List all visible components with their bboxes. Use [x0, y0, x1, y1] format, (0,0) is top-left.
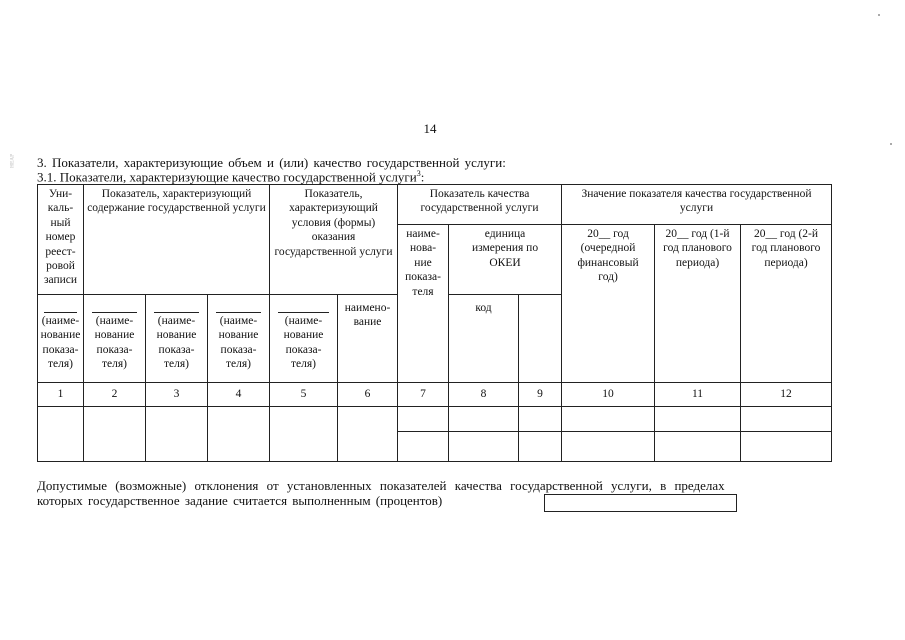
col-number-3: 3 [146, 383, 208, 407]
data-cell-year-plan-1[interactable] [655, 407, 741, 462]
data-cell-indicator-name[interactable] [398, 407, 449, 462]
col-number-2: 2 [84, 383, 146, 407]
header-indicator-name: наиме- нова- ние показа- теля [398, 225, 449, 383]
header-quality-indicator: Показатель качества государственной услуги [398, 185, 562, 225]
data-cell-content-3[interactable] [208, 407, 270, 462]
header-conditions-indicator: Показатель, характеризующий условия (формы) оказания государственной услуги [270, 185, 398, 295]
header-unit-okei: единица измерения по ОКЕИ [449, 225, 562, 295]
data-cell-content-1[interactable] [84, 407, 146, 462]
col-number-4: 4 [208, 383, 270, 407]
deviation-note-line-2: которых государственное задание считается выполненным (процентов) [37, 493, 443, 508]
col-number-7: 7 [398, 383, 449, 407]
header-quality-value: Значение показателя качества государственной услуги [562, 185, 832, 225]
data-cell-conditions-2[interactable] [338, 407, 398, 462]
header-year-current: 20__ год (очередной финансовый год) [562, 225, 655, 383]
col-number-10: 10 [562, 383, 655, 407]
subsection-heading [37, 169, 424, 185]
content-indicator-name-3: (наиме- нование показа- теля) [146, 295, 208, 383]
scan-speck [878, 14, 880, 16]
header-year-plan-2: 20__ год (2-й год планового периода) [741, 225, 832, 383]
data-cell-year-current[interactable] [562, 407, 655, 462]
conditions-indicator-name-1: (наиме- нование показа- теля) [208, 295, 270, 383]
header-unique-number: Уни- каль- ный номер реест- ровой записи [38, 185, 84, 295]
footnote-marker: 3 [416, 169, 421, 178]
conditions-indicator-name-2: (наиме- нование показа- теля) [270, 295, 338, 383]
col-number-9: 9 [519, 383, 562, 407]
col-number-11: 11 [655, 383, 741, 407]
col-number-6: 6 [338, 383, 398, 407]
content-indicator-name-1: (наиме- нование показа- теля) [38, 295, 84, 383]
scan-speck [890, 143, 892, 145]
header-unit-name: наимено- вание [338, 295, 398, 383]
header-content-indicator: Показатель, характеризующий содержание государственной услуги [84, 185, 270, 295]
section-heading: 3. Показатели, характеризующие объем и (или) качество государственной услуги: [37, 155, 506, 170]
col-number-1: 1 [38, 383, 84, 407]
page-number: 14 [423, 121, 437, 136]
data-cell-unit-name[interactable] [449, 407, 519, 462]
col-number-12: 12 [741, 383, 832, 407]
subsection-heading-text: 3.1. Показатели, характеризующие качество государственной услуги [37, 169, 417, 185]
header-unit-code: код [449, 295, 519, 383]
quality-indicators-table [37, 184, 832, 462]
data-cell-year-plan-2[interactable] [741, 407, 832, 462]
col-number-8: 8 [449, 383, 519, 407]
deviation-percent-field[interactable] [544, 494, 737, 512]
col-number-5: 5 [270, 383, 338, 407]
data-cell-conditions-1[interactable] [270, 407, 338, 462]
deviation-note-line-1: Допустимые (возможные) отклонения от установленных показателей качества государственной услуги, в пределах [37, 478, 725, 493]
data-cell-unit-code[interactable] [519, 407, 562, 462]
subsection-heading-colon: : [420, 169, 425, 185]
data-cell-unique-number[interactable] [38, 407, 84, 462]
content-indicator-name-2: (наиме- нование показа- теля) [84, 295, 146, 383]
data-cell-content-2[interactable] [146, 407, 208, 462]
margin-stamp: ᴴᴱᴬᴾ [8, 153, 18, 168]
header-year-plan-1: 20__ год (1-й год планового периода) [655, 225, 741, 383]
